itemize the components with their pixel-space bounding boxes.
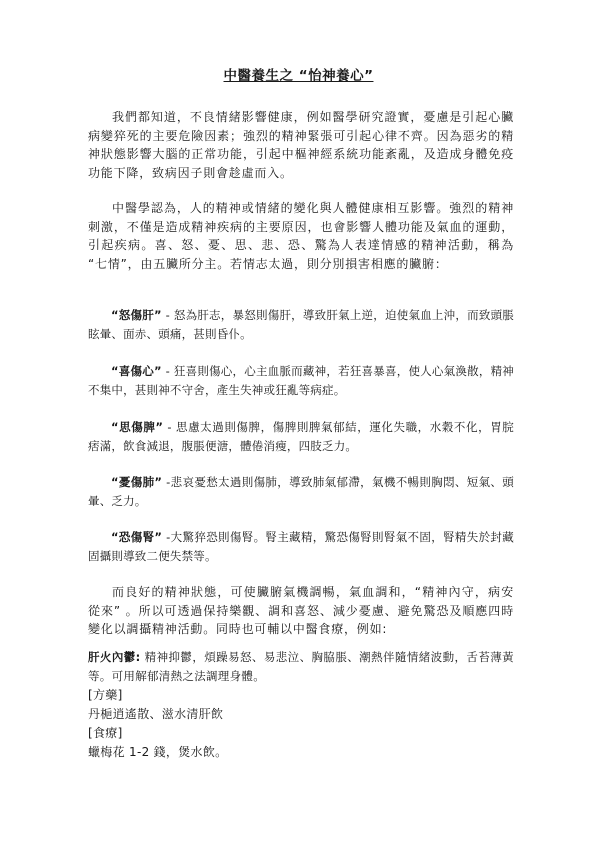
emotion-item-fear [88, 528, 514, 565]
emotion-term: “憂傷肺” [111, 475, 163, 489]
emotion-text: - 思慮太過則傷脾，傷脾則脾氣郁結，運化失職，水穀不化，胃脘 痞滿，飲食減退，腹脹便溏，體倦消瘦，四肢乏力。 [88, 420, 514, 453]
liver-fire-label: 肝火內鬱: [88, 650, 141, 664]
page-title: 中醫養生之 “怡神養心” [223, 68, 374, 84]
prescription: 丹梔逍遙散、滋水清肝飲 [88, 707, 224, 721]
paragraph-tcm-view: 中醫學認為，人的精神或情緒的變化與人體健康相互影響。強烈的精神刺激，不僅是造成精神疾病的主要原因，也會影響人體功能及氣血的運動，引起疾病。喜、怒、憂、思、悲、恐、驚為人表達情感的精神活動，稱為 “七情”，由五臟所分主。若情志太過，則分別損害相應的臟腑： [88, 201, 514, 271]
emotion-text: -大驚猝恐則傷腎。腎主藏精，驚恐傷腎則腎氣不固，腎精失於封藏固攝則導致二便失禁等。 [88, 530, 514, 563]
liver-fire-item [88, 648, 514, 685]
paragraph-intro: 我們都知道，不良情緒影響健康，例如醫學研究證實，憂慮是引起心臟病變猝死的主要危險因素；強烈的精神緊張可引起心律不齊。因為惡劣的精神狀態影響大腦的正常功能，引起中樞神經系統功能紊亂，及造成身體免疫功能下降，致病因子則會趁虛而入。 [88, 110, 514, 180]
diet: 蠟梅花 1-2 錢，煲水飲。 [88, 745, 228, 759]
emotion-text: -悲哀憂愁太過則傷肺，導致肺氣郁滯，氣機不暢則胸悶、短氣、頭暈、乏力。 [88, 475, 514, 508]
emotion-term: “思傷脾” [111, 420, 164, 434]
emotion-item-anger [88, 306, 514, 343]
prescription-label: [方藥] [88, 688, 123, 702]
emotion-text: - 狂喜則傷心，心主血脈而藏神，若狂喜暴喜，使人心氣渙散，精神不集中，甚則神不守舍，產生失神或狂亂等病症。 [88, 364, 515, 397]
emotion-item-joy [88, 362, 514, 399]
paragraph-good-state: 而良好的精神狀態，可使臟腑氣機調暢，氣血調和，“精神內守，病安從來” 。所以可透過保持樂觀、調和喜怒、減少憂慮、避免驚恐及順應四時變化以調攝精神活動。同時也可輔以中醫食療，例如: [88, 585, 514, 636]
diet-label: [食療] [88, 726, 123, 740]
emotion-term: “喜傷心” [111, 364, 162, 378]
emotion-item-thought [88, 418, 514, 455]
liver-fire-text: 精神抑鬱，煩躁易怒、易悲泣、胸脇脹、潮熱伴隨情緒波動，舌苔薄黃等。可用解郁清熱之法調理身體。 [88, 650, 514, 683]
emotion-text: - 怒為肝志，暴怒則傷肝，導致肝氣上逆，迫使氣血上沖，而致頭脹眩暈、面赤、頭痛，甚則昏仆。 [88, 308, 515, 341]
emotion-item-worry [88, 473, 514, 510]
emotion-term: “恐傷腎” [111, 530, 163, 544]
emotion-term: “怒傷肝” [111, 308, 162, 322]
